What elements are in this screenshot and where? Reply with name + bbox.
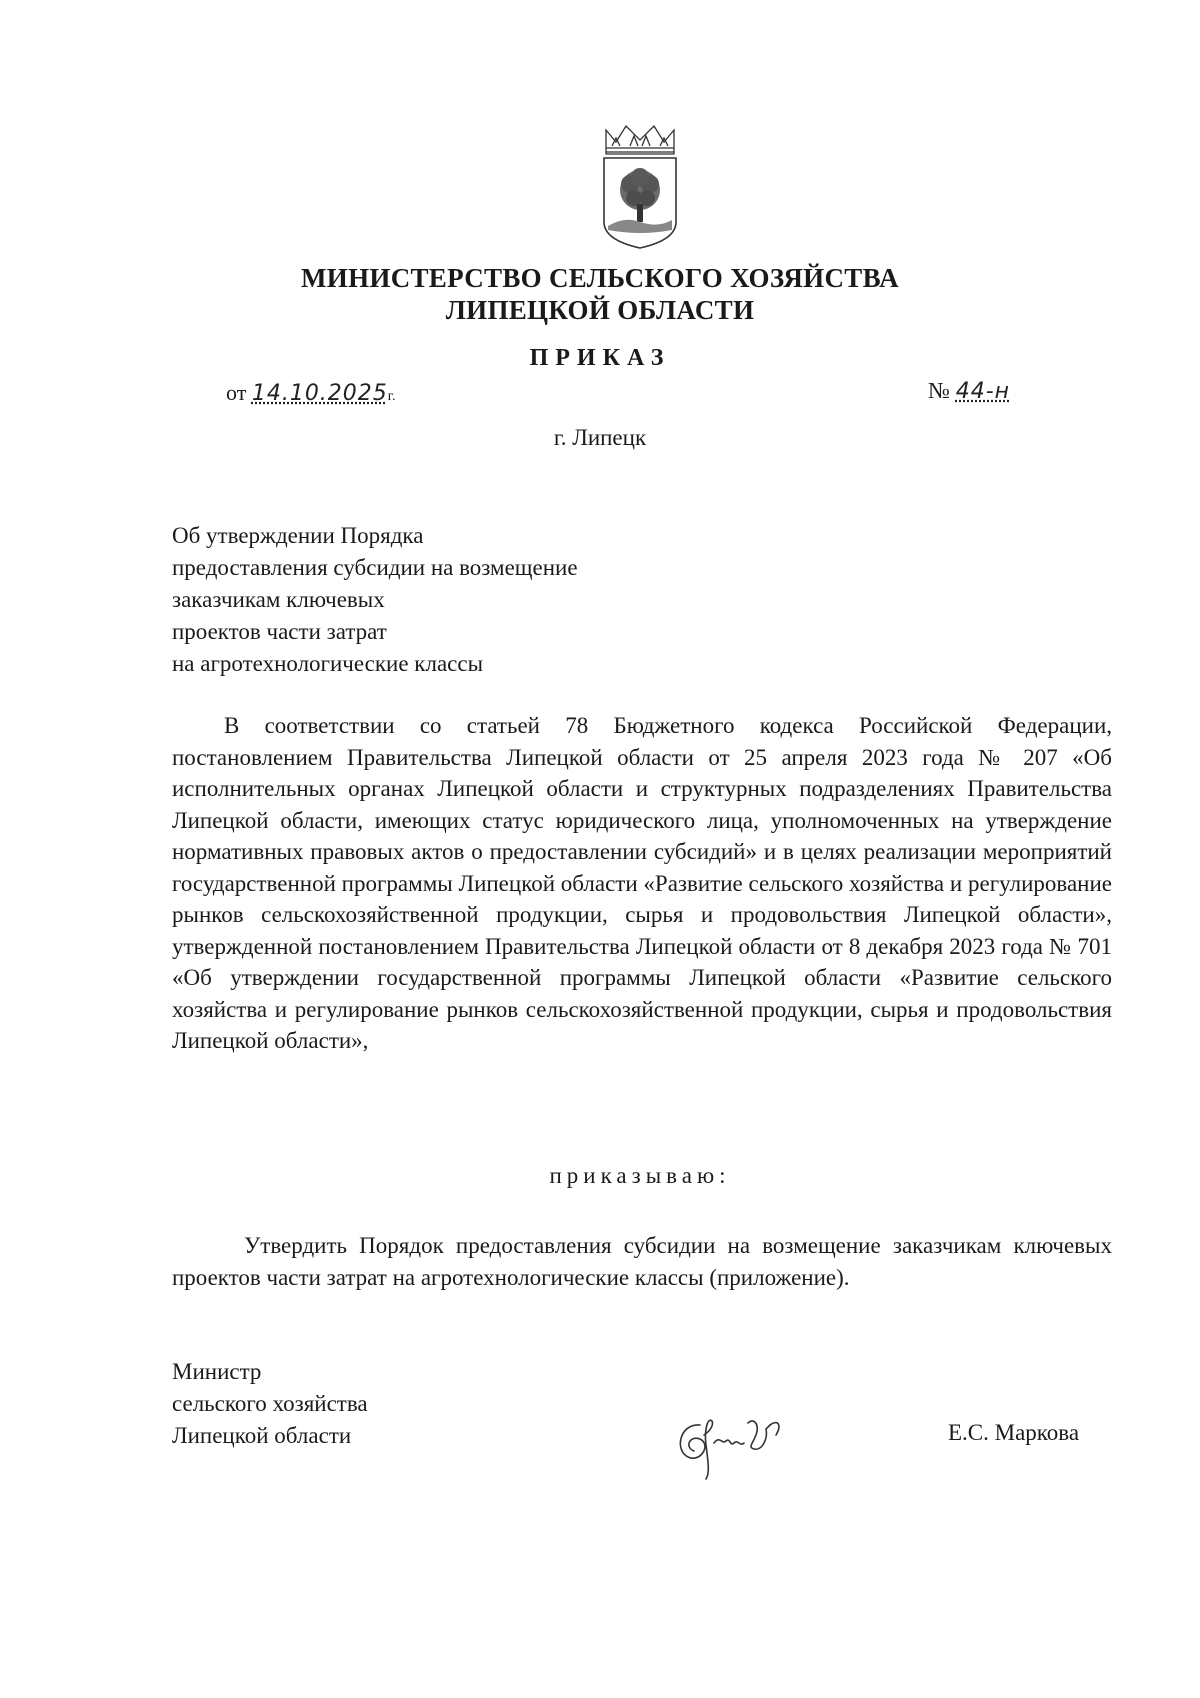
position-line: Министр xyxy=(172,1359,262,1384)
handwritten-signature xyxy=(670,1395,810,1485)
position-line: сельского хозяйства xyxy=(172,1391,368,1416)
directive-word: приказываю: xyxy=(549,1163,731,1188)
date-value: 14.10.2025 xyxy=(251,381,388,406)
signatory-position xyxy=(172,1356,368,1452)
preamble-paragraph: В соответствии со статьей 78 Бюджетного кодекса Российской Федерации, постановлением Правительства Липецкой области от 25 апреля 2023 года № 207 «Об исполнительных органах Липецкой области и структурных подразделениях Правительства Липецкой области, имеющих статус юридического лица, уполномоченных на утверждение нормативных правовых актов о предоставлении субсидий» и в целях реализации мероприятий государственной программы Липецкой области «Развитие сельского хозяйства и регулирование рынков сельскохозяйственной продукции, сырья и продовольствия Липецкой области», утвержденной постановлением Правительства Липецкой области от 8 декабря 2023 года № 701 «Об утверждении государственной программы Липецкой области «Развитие сельского хозяйства и регулирование рынков сельскохозяйственной продукции, сырья и продовольствия Липецкой области», xyxy=(172,713,1112,1053)
city: г. Липецк xyxy=(553,425,647,450)
date-suffix: г. xyxy=(387,389,396,404)
position-line: Липецкой области xyxy=(172,1423,352,1448)
subject-line: проектов части затрат xyxy=(172,619,387,644)
date-prefix: от xyxy=(226,380,247,405)
order-number xyxy=(928,378,1010,404)
resolution-paragraph: Утвердить Порядок предоставления субсидии на возмещение заказчикам ключевых проектов части затрат на агротехнологические классы (приложение). xyxy=(172,1233,1112,1290)
coat-of-arms-icon xyxy=(600,122,680,252)
subject-line: Об утверждении Порядка xyxy=(172,523,424,548)
number-value: 44-н xyxy=(955,379,1011,404)
number-prefix: № xyxy=(928,378,950,403)
subject-line: на агротехнологические классы xyxy=(172,651,484,676)
subject-line: заказчикам ключевых xyxy=(172,587,385,612)
order-date xyxy=(226,380,395,406)
subject-line: предоставления субсидии на возмещение xyxy=(172,555,578,580)
ministry-line-2: ЛИПЕЦКОЙ ОБЛАСТИ xyxy=(445,295,755,325)
signatory-name: Е.С. Маркова xyxy=(948,1420,1080,1445)
document-type: ПРИКАЗ xyxy=(529,345,671,371)
order-subject xyxy=(172,520,578,680)
ministry-line-1: МИНИСТЕРСТВО СЕЛЬСКОГО ХОЗЯЙСТВА xyxy=(301,263,899,293)
ministry-name xyxy=(0,262,1200,326)
